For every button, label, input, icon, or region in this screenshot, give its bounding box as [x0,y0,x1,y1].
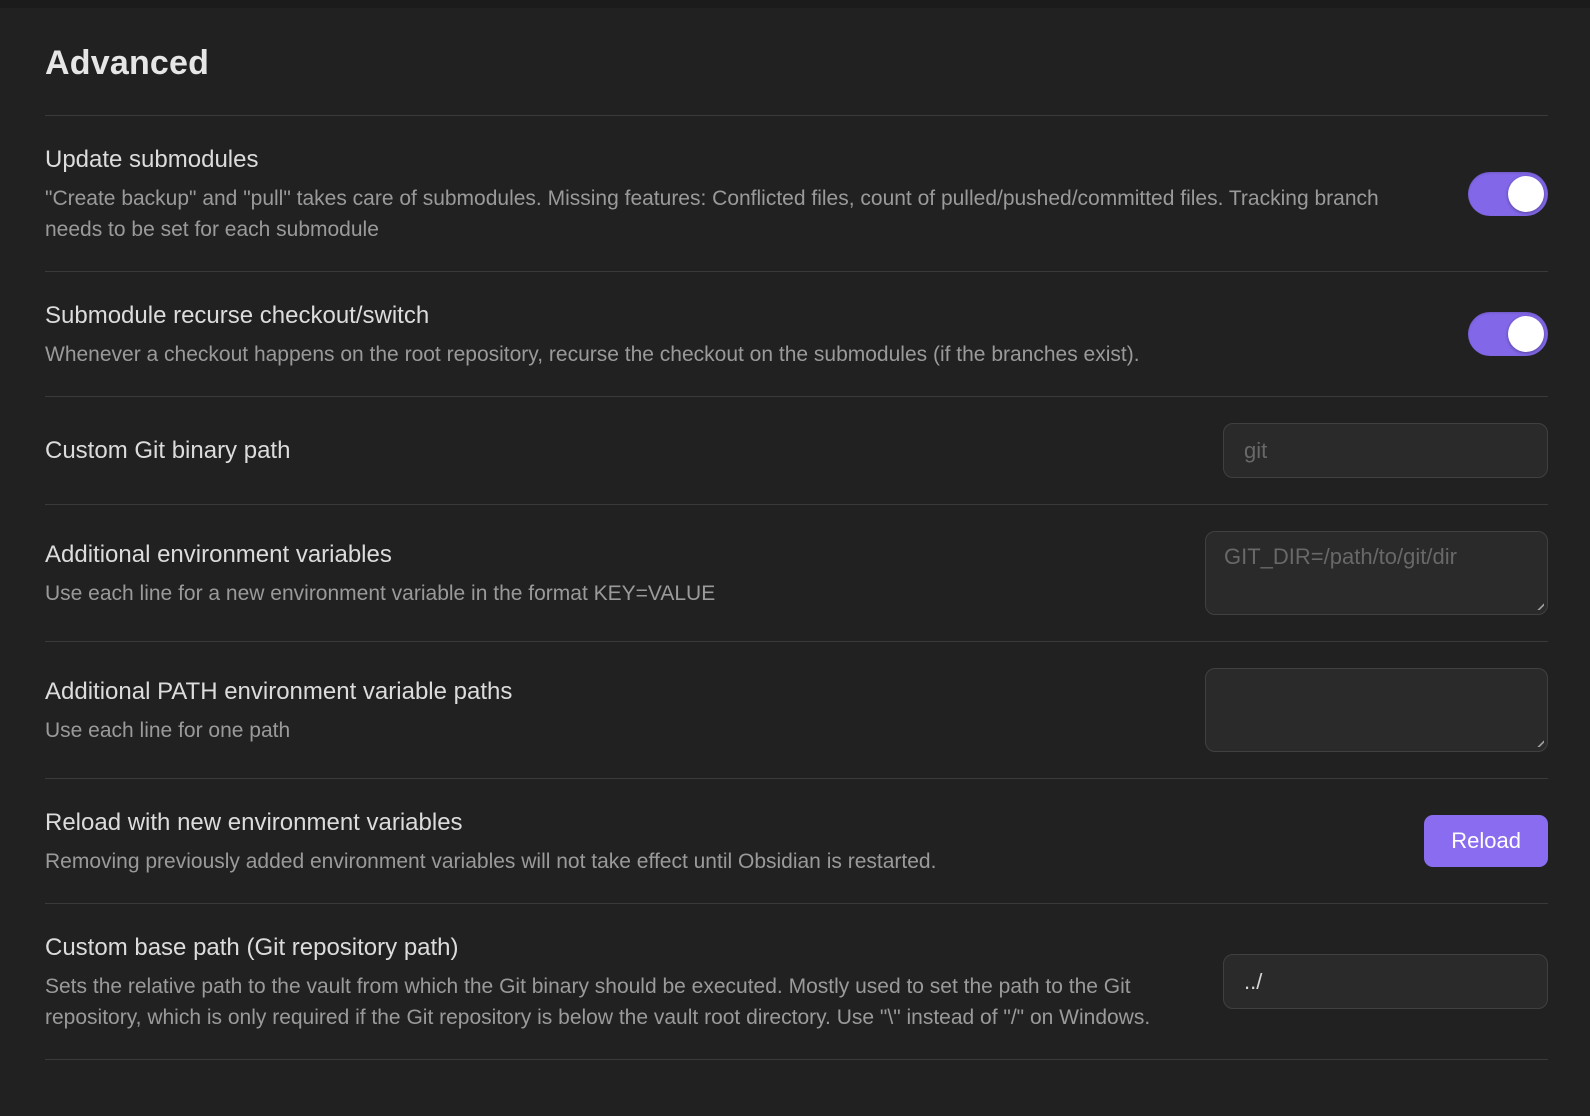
setting-row-reload-env [45,778,1548,903]
setting-info [45,433,1183,469]
setting-name: Custom base path (Git repository path) [45,934,459,961]
setting-name: Update submodules [45,146,259,173]
reload-button[interactable]: Reload [1424,815,1548,867]
setting-control [1205,531,1548,615]
env-variables-textarea[interactable] [1205,531,1548,615]
setting-description: Whenever a checkout happens on the root repository, recurse the checkout on the submodules (if the branches exist). [45,343,1140,366]
setting-info [45,674,1165,746]
setting-control [1223,423,1548,478]
setting-description: Use each line for a new environment variable in the format KEY=VALUE [45,582,716,605]
setting-info [45,805,1384,877]
settings-list [45,115,1548,1060]
setting-description: Use each line for one path [45,719,291,742]
toggle-knob-icon [1508,316,1544,352]
textarea-wrapper [1205,668,1548,752]
toggle-knob-icon [1508,176,1544,212]
setting-control [1468,312,1548,356]
setting-description: Removing previously added environment variables will not take effect until Obsidian is restarted. [45,850,937,873]
setting-info [45,930,1183,1033]
setting-control [1468,172,1548,216]
setting-name: Additional PATH environment variable paths [45,678,513,705]
setting-info [45,537,1165,609]
setting-row-custom-base-path [45,903,1548,1059]
page-title: Advanced [45,44,210,82]
setting-description: "Create backup" and "pull" takes care of submodules. Missing features: Conflicted files, count of pulled/pushed/committed files. Tracking branch needs to be set for each submodule [45,187,1379,241]
window-top-edge [0,0,1590,8]
settings-pane [0,8,1590,1060]
custom-base-path-input[interactable] [1223,954,1548,1009]
setting-name: Reload with new environment variables [45,809,463,836]
setting-row-env-variables [45,504,1548,641]
setting-control [1223,954,1548,1009]
setting-control [1424,815,1548,867]
setting-info [45,142,1428,245]
setting-row-submodule-recurse [45,271,1548,396]
setting-name: Additional environment variables [45,541,392,568]
update-submodules-toggle[interactable] [1468,172,1548,216]
setting-info [45,298,1428,370]
path-env-variables-textarea[interactable] [1205,668,1548,752]
setting-row-update-submodules [45,115,1548,271]
setting-name: Custom Git binary path [45,436,291,464]
setting-row-path-env-variables [45,641,1548,778]
setting-description: Sets the relative path to the vault from which the Git binary should be executed. Mostly used to set the path to the Git repository, which is only required if the Git repository is below the vault root directory. Use "\" instead of "/" on Windows. [45,975,1151,1029]
setting-name: Submodule recurse checkout/switch [45,302,430,329]
textarea-wrapper [1205,531,1548,615]
submodule-recurse-toggle[interactable] [1468,312,1548,356]
git-binary-path-input[interactable] [1223,423,1548,478]
setting-row-git-binary-path [45,396,1548,504]
setting-control [1205,668,1548,752]
